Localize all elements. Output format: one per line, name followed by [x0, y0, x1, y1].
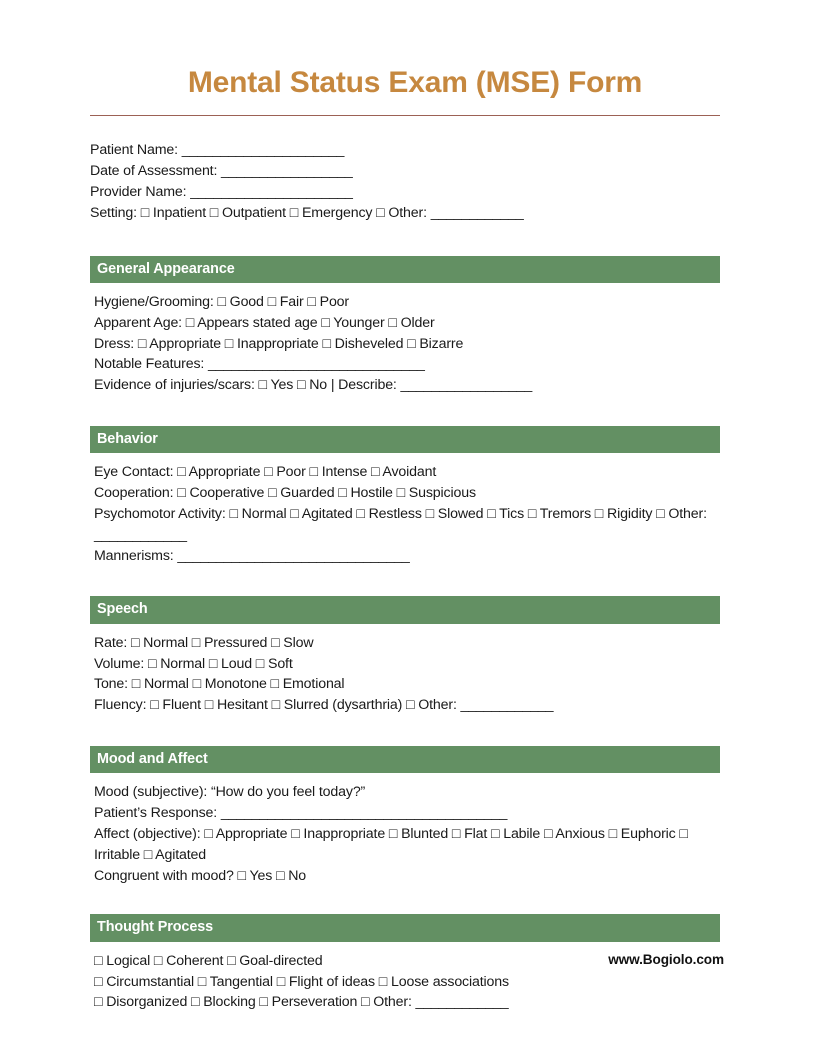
- patient-info-block: [90, 140, 740, 225]
- form-line-volume[interactable]: Volume: □ Normal □ Loud □ Soft: [94, 655, 293, 672]
- section-body-speech: [90, 624, 730, 716]
- form-line-patients-response[interactable]: Patient’s Response: _____________________________________: [94, 805, 508, 822]
- form-line-thought-process-2[interactable]: □ Circumstantial □ Tangential □ Flight of ideas □ Loose associations: [94, 973, 509, 990]
- form-line-thought-process-3[interactable]: □ Disorganized □ Blocking □ Perseveration □ Other: ____________: [94, 994, 509, 1011]
- section-general-appearance: [90, 256, 740, 396]
- spacer: [90, 716, 740, 746]
- form-line-tone[interactable]: Tone: □ Normal □ Monotone □ Emotional: [94, 676, 345, 693]
- form-line-setting[interactable]: Setting: □ Inpatient □ Outpatient □ Emergency □ Other: ____________: [90, 205, 524, 222]
- form-line-eye-contact[interactable]: Eye Contact: □ Appropriate □ Poor □ Intense □ Avoidant: [94, 464, 437, 481]
- form-line-cooperation[interactable]: Cooperation: □ Cooperative □ Guarded □ Hostile □ Suspicious: [94, 485, 476, 502]
- section-header-behavior: Behavior: [90, 426, 720, 453]
- page-title: Mental Status Exam (MSE) Form: [187, 66, 643, 99]
- form-line-patient-name[interactable]: Patient Name: _____________________: [90, 141, 345, 158]
- form-line-mannerisms[interactable]: Mannerisms: ______________________________: [94, 547, 410, 564]
- section-body-general-appearance: [90, 283, 730, 396]
- form-line-psychomotor-activity[interactable]: Psychomotor Activity: □ Normal □ Agitated □ Restless □ Slowed □ Tics □ Tremors □ Rigidity □ Other: ____________: [94, 506, 707, 543]
- section-speech: [90, 596, 740, 716]
- form-line-hygiene-grooming[interactable]: Hygiene/Grooming: □ Good □ Fair □ Poor: [94, 294, 349, 311]
- form-line-affect-objective[interactable]: Affect (objective): □ Appropriate □ Inappropriate □ Blunted □ Flat □ Labile □ Anxious □ Euphoric □ Irritable □ Agitated: [94, 826, 688, 863]
- spacer: [90, 886, 740, 914]
- form-line-fluency[interactable]: Fluency: □ Fluent □ Hesitant □ Slurred (dysarthria) □ Other: ____________: [94, 697, 554, 714]
- form-line-thought-process-1[interactable]: □ Logical □ Coherent □ Goal-directed: [94, 952, 323, 969]
- spacer: [90, 566, 740, 596]
- section-header-thought-process: Thought Process: [90, 914, 720, 941]
- section-body-mood-and-affect: [90, 773, 730, 886]
- form-line-notable-features[interactable]: Notable Features: ____________________________: [94, 356, 425, 373]
- section-body-behavior: [90, 453, 730, 566]
- form-line-dress[interactable]: Dress: □ Appropriate □ Inappropriate □ Disheveled □ Bizarre: [94, 335, 464, 352]
- footer-website: www.Bogiolo.com: [608, 952, 724, 967]
- section-behavior: [90, 426, 740, 566]
- form-line-mood-subjective: Mood (subjective): “How do you feel today?”: [94, 784, 366, 801]
- section-mood-and-affect: [90, 746, 740, 886]
- title-divider: [90, 115, 720, 116]
- section-header-speech: Speech: [90, 596, 720, 623]
- form-line-rate[interactable]: Rate: □ Normal □ Pressured □ Slow: [94, 634, 314, 651]
- form-line-apparent-age[interactable]: Apparent Age: □ Appears stated age □ Younger □ Older: [94, 314, 435, 331]
- form-line-congruent-with-mood[interactable]: Congruent with mood? □ Yes □ No: [94, 867, 307, 884]
- section-header-mood-and-affect: Mood and Affect: [90, 746, 720, 773]
- spacer: [90, 396, 740, 426]
- section-header-general-appearance: General Appearance: [90, 256, 720, 283]
- form-line-injuries-scars[interactable]: Evidence of injuries/scars: □ Yes □ No | Describe: _________________: [94, 377, 533, 394]
- form-line-date-of-assessment[interactable]: Date of Assessment: _________________: [90, 162, 353, 179]
- form-line-provider-name[interactable]: Provider Name: _____________________: [90, 184, 353, 201]
- spacer: [90, 225, 740, 256]
